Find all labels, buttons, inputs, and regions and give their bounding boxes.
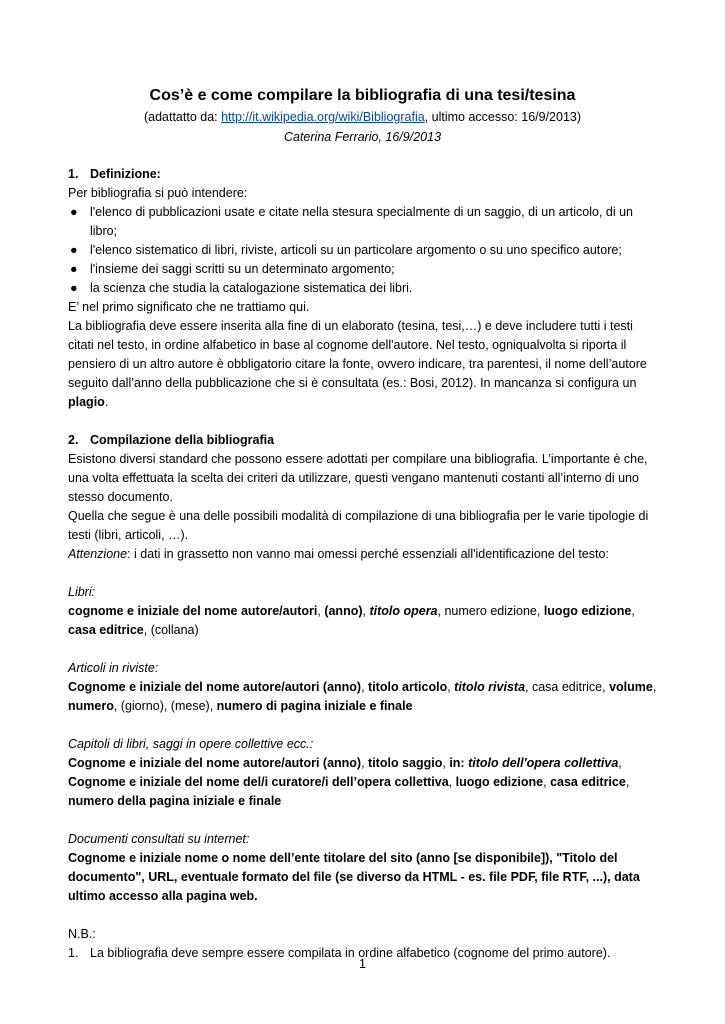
attention-label: Attenzione [68, 547, 128, 561]
format-part: , [631, 604, 635, 618]
capitoli-format [68, 754, 658, 811]
format-part: casa editrice [550, 775, 626, 789]
documenti-label: Documenti consultati su internet: [68, 832, 250, 846]
format-part: luogo edizione [543, 604, 632, 618]
format-part: , [317, 604, 325, 618]
section-2-heading [68, 431, 658, 450]
format-part: , [442, 756, 450, 770]
format-part: luogo edizione [455, 775, 544, 789]
format-part: numero [68, 699, 114, 713]
nb-text: La bibliografia deve sempre essere compilata in ordine alfabetico (cognome del primo autore). [90, 946, 611, 960]
format-part: titolo opera [369, 604, 438, 618]
format-part: , casa editrice, [525, 680, 610, 694]
section-2-title: Compilazione della bibliografia [90, 433, 275, 447]
format-part: Cognome e iniziale del nome autore/autori (anno) [68, 756, 362, 770]
bullet-item [68, 203, 658, 241]
section-2-paragraph-2: Quella che segue è una delle possibili modalità di compilazione di una bibliografia per le varie tipologie di testi (libri, articoli, …). [68, 509, 649, 542]
section-2-paragraph-1: Esistono diversi standard che possono essere adottati per compilare una bibliografia. L’importante è che, una volta effettuata la scelta dei criteri da utilizzare, questi vengano mantenuti costanti all’interno di uno stesso documento. [68, 452, 648, 504]
format-part: , [361, 756, 369, 770]
bullet-item [68, 279, 658, 298]
bullet-item [68, 241, 658, 260]
format-part: Cognome e iniziale del nome autore/autori (anno) [68, 680, 362, 694]
document-title: Cos’è e come compilare la bibliografia di una tesi/tesina [149, 87, 576, 104]
format-part: titolo rivista [454, 680, 526, 694]
format-part: casa editrice [68, 623, 144, 637]
spacer [68, 412, 658, 431]
format-part: titolo saggio [368, 756, 443, 770]
libri-label: Libri: [68, 585, 96, 599]
section-1-paragraph-1: E’ nel primo significato che ne trattiamo qui. [68, 300, 310, 314]
format-part: , [625, 775, 630, 789]
source-link[interactable]: http://it.wikipedia.org/wiki/Bibliografia [221, 110, 425, 124]
section-1-paragraph-2 [68, 317, 658, 412]
format-part: , [448, 775, 456, 789]
format-part: , [543, 775, 551, 789]
format-part: in: [449, 756, 469, 770]
plagio-word: plagio [68, 395, 105, 409]
format-part: , (collana) [143, 623, 199, 637]
section-1-intro: Per bibliografia si può intendere: [68, 186, 248, 200]
bullet-item [68, 260, 658, 279]
capitoli-label: Capitoli di libri, saggi in opere collettive ecc.: [68, 737, 314, 751]
format-part: titolo dell'opera collettiva [468, 756, 619, 770]
bullet-icon: ● [70, 262, 78, 276]
section-1-number: 1. [68, 167, 79, 181]
format-part: cognome e iniziale del nome autore/autori [68, 604, 318, 618]
bullet-text: l'elenco di pubblicazioni usate e citate nella stesura specialmente di un saggio, di un articolo, di un libro; [90, 205, 633, 238]
spacer [68, 564, 658, 583]
document-body [68, 165, 658, 963]
attention-line [68, 545, 658, 564]
bullet-icon: ● [70, 243, 78, 257]
bullet-text: l'elenco sistematico di libri, riviste, articoli su un particolare argomento o su uno specifico autore; [90, 243, 622, 257]
format-part: , [361, 680, 369, 694]
spacer [68, 640, 658, 659]
format-part: , [447, 680, 455, 694]
attention-text: : i dati in grassetto non vanno mai omessi perché essenziali all'identificazione del testo: [127, 547, 609, 561]
format-part: , (giorno), (mese), [113, 699, 217, 713]
nb-number: 1. [68, 946, 79, 960]
page-number: 1 [359, 957, 366, 971]
format-part: , [618, 756, 622, 770]
bullet-text: l'insieme dei saggi scritti su un determinato argomento; [90, 262, 395, 276]
author-line: Caterina Ferrario, 16/9/2013 [283, 130, 442, 144]
format-part: , [362, 604, 370, 618]
paragraph-text: La bibliografia deve essere inserita alla fine di un elaborato (tesina, tesi,…) e deve includere tutti i testi citati nel testo, in ordine alfabetico in base al cognome dell'autore. Nel testo, ogniqualvolta si riporta il pensiero di un altro autore è obbligatorio citare la fonte, ovvero indicare, tra parentesi, il nome dell’autore seguito dall’anno della pubblicazione che si è consultata (es.: Bosi, 2012). In mancanza si configura un [68, 319, 647, 390]
articoli-format [68, 678, 658, 716]
format-part: (anno) [324, 604, 363, 618]
format-part: Cognome e iniziale del nome del/i curatore/i dell’opera collettiva [68, 775, 449, 789]
section-2-number: 2. [68, 433, 79, 447]
spacer [68, 811, 658, 830]
format-part: numero della pagina iniziale e finale [68, 794, 282, 808]
source-prefix: (adattatto da: [143, 110, 222, 124]
format-part: numero di pagina iniziale e finale [216, 699, 413, 713]
spacer [68, 716, 658, 735]
libri-format [68, 602, 658, 640]
format-part: , [652, 680, 657, 694]
source-suffix: , ultimo accesso: 16/9/2013) [424, 110, 582, 124]
bullet-text: la scienza che studia la catalogazione sistematica dei libri. [90, 281, 413, 295]
articoli-label: Articoli in riviste: [68, 661, 159, 675]
paragraph-end: . [104, 395, 109, 409]
nb-label: N.B.: [68, 927, 96, 941]
spacer [68, 906, 658, 925]
format-part: volume [609, 680, 653, 694]
section-1-heading [68, 165, 658, 184]
documenti-format: Cognome e iniziale nome o nome dell’ente titolare del sito (anno [se disponibile]), "Titolo del documento", URL, eventuale formato del file (se diverso da HTML - es. file PDF, file RTF, ...), data ultimo accesso alla pagina web. [68, 851, 640, 903]
format-part: titolo articolo [368, 680, 448, 694]
bullet-icon: ● [70, 205, 78, 219]
source-line [0, 108, 725, 126]
bullet-icon: ● [70, 281, 78, 295]
format-part: , numero edizione, [437, 604, 544, 618]
section-1-title: Definizione: [90, 167, 161, 181]
